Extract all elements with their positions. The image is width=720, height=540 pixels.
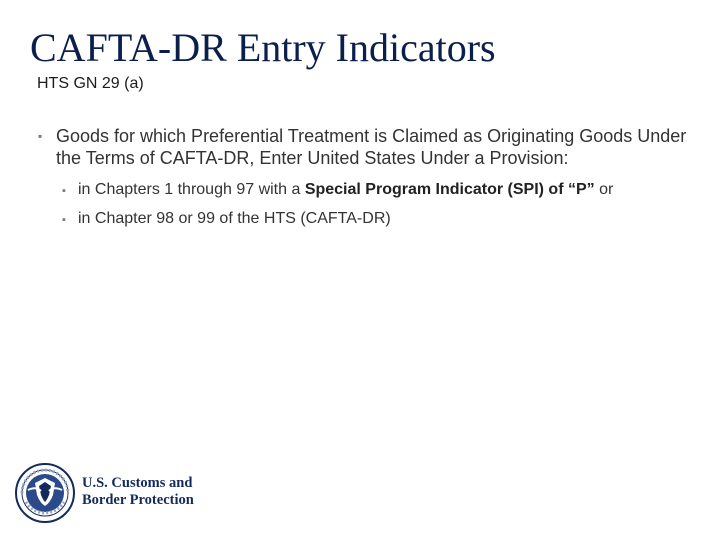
sub-bullet-chapters-98-99 xyxy=(62,209,702,230)
square-bullet-icon: ▪ xyxy=(62,214,66,226)
logo-wordmark xyxy=(82,475,194,509)
square-bullet-icon: ▪ xyxy=(62,185,66,197)
sub-bullet-chapters-1-97 xyxy=(62,180,702,201)
logo-line-2: Border Protection xyxy=(82,492,194,508)
sub-bullet-text-pre: in Chapters 1 through 97 with a xyxy=(78,181,305,198)
sub-bullet-text-bold: Special Program Indicator (SPI) of “P” xyxy=(304,181,595,198)
bullet-main-text: Goods for which Preferential Treatment is Claimed as Originating Goods Under the Terms of CAFTA-DR, Enter United States Under a Provision: xyxy=(56,126,687,168)
logo-line-1: U.S. Customs and xyxy=(82,475,193,491)
cbp-logo xyxy=(14,462,214,526)
square-bullet-icon: ▪ xyxy=(38,129,43,143)
slide-title: CAFTA-DR Entry Indicators xyxy=(30,25,496,70)
dhs-seal-icon xyxy=(14,462,76,524)
bullet-main xyxy=(38,125,698,169)
sub-bullet-text-post: or xyxy=(594,181,614,198)
sub-bullet-text: in Chapter 98 or 99 of the HTS (CAFTA-DR) xyxy=(78,210,391,227)
slide-subtitle: HTS GN 29 (a) xyxy=(37,75,144,92)
